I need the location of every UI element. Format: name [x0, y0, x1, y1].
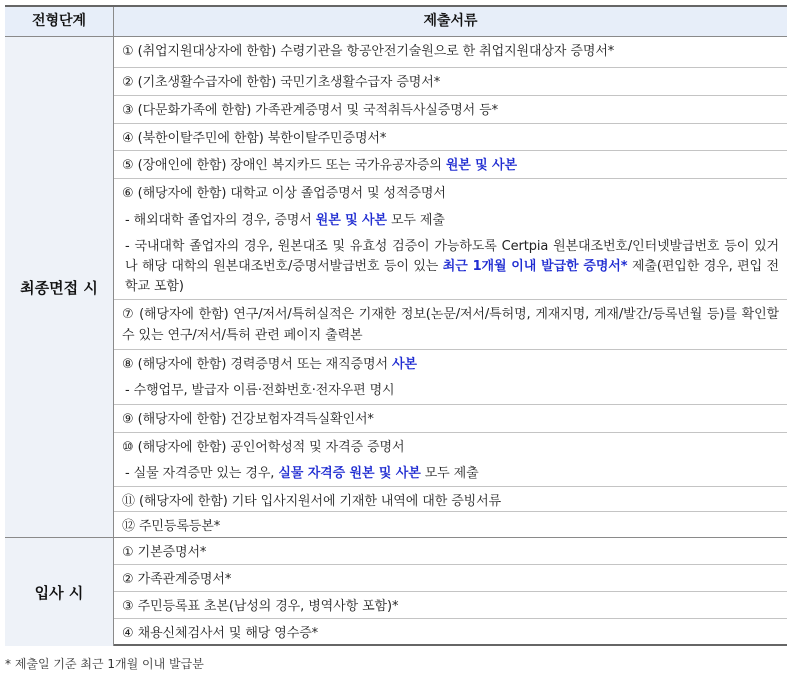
highlight-text: 원본 및 사본: [315, 213, 387, 228]
list-item: ⑥ (해당자에 한함) 대학교 이상 졸업증명서 및 성적증명서 - 해외대학 졸업자의 경우, 증명서 원본 및 사본 모두 제출 - 국내대학 졸업자의 경우, 원본대조 및 유효성 검증이 가능하도록 Certpia 원본대조번호/인터넷발급번호 등이 있거나 해당 대학의 원본대조번호/증명서발급번호 등이 있는 최근 1개월 이내 발급한 증명서* 제출(편입한 경우, 편입 전 학교 포함): [114, 179, 787, 300]
list-item: ④ (북한이탈주민에 한함) 북한이탈주민증명서*: [114, 124, 787, 151]
list-item: ⑦ (해당자에 한함) 연구/저서/특허실적은 기재한 정보(논문/저서/특허명, 게재지명, 게재/발간/등록년월 등)를 확인할 수 있는 연구/저서/특허 관련 페이지 출력본: [114, 300, 787, 350]
highlight-text: 실물 자격증 원본 및 사본: [278, 466, 421, 481]
list-item: ⑪ (해당자에 한함) 기타 입사지원서에 기재한 내역에 대한 증빙서류: [114, 487, 787, 512]
header-documents: 제출서류: [423, 13, 478, 29]
list-item: ⑫ 주민등록등본*: [122, 519, 221, 534]
list-item: ③ 주민등록표 초본(남성의 경우, 병역사항 포함)*: [114, 592, 787, 619]
highlight-text: 원본 및 사본: [445, 158, 517, 173]
list-item: ④ 채용신체검사서 및 해당 영수증*: [122, 626, 319, 641]
list-item: ⑧ (해당자에 한함) 경력증명서 또는 재직증명서 사본 - 수행업무, 발급자 이름·전화번호·전자우편 명시: [114, 350, 787, 405]
table-header: [5, 7, 787, 37]
list-item: ② 가족관계증명서*: [114, 565, 787, 592]
documents-table: [5, 5, 787, 646]
list-item: ② (기초생활수급자에 한함) 국민기초생활수급자 증명서*: [114, 68, 787, 96]
highlight-text: 최근 1개월 이내 발급한 증명서*: [442, 259, 628, 274]
header-stage: 전형단계: [31, 13, 87, 29]
list-item: ① 기본증명서*: [114, 538, 787, 565]
highlight-text: 사본: [391, 357, 417, 372]
footnote: * 제출일 기준 최근 1개월 이내 발급분: [5, 657, 204, 671]
stage-hiring: 입사 시: [5, 538, 113, 646]
list-item: ① (취업지원대상자에 한함) 수령기관을 항공안전기술원으로 한 취업지원대상자 증명서*: [114, 37, 787, 68]
list-item: ⑨ (해당자에 한함) 건강보험자격득실확인서*: [114, 405, 787, 433]
list-item: ⑩ (해당자에 한함) 공인어학성적 및 자격증 증명서 - 실물 자격증만 있는 경우, 실물 자격증 원본 및 사본 모두 제출: [114, 433, 787, 487]
list-item: ⑤ (장애인에 한함) 장애인 복지카드 또는 국가유공자증의 원본 및 사본: [114, 151, 787, 179]
stage-final-interview: 최종면접 시: [5, 37, 113, 537]
list-item: ③ (다문화가족에 한함) 가족관계증명서 및 국적취득사실증명서 등*: [114, 96, 787, 124]
